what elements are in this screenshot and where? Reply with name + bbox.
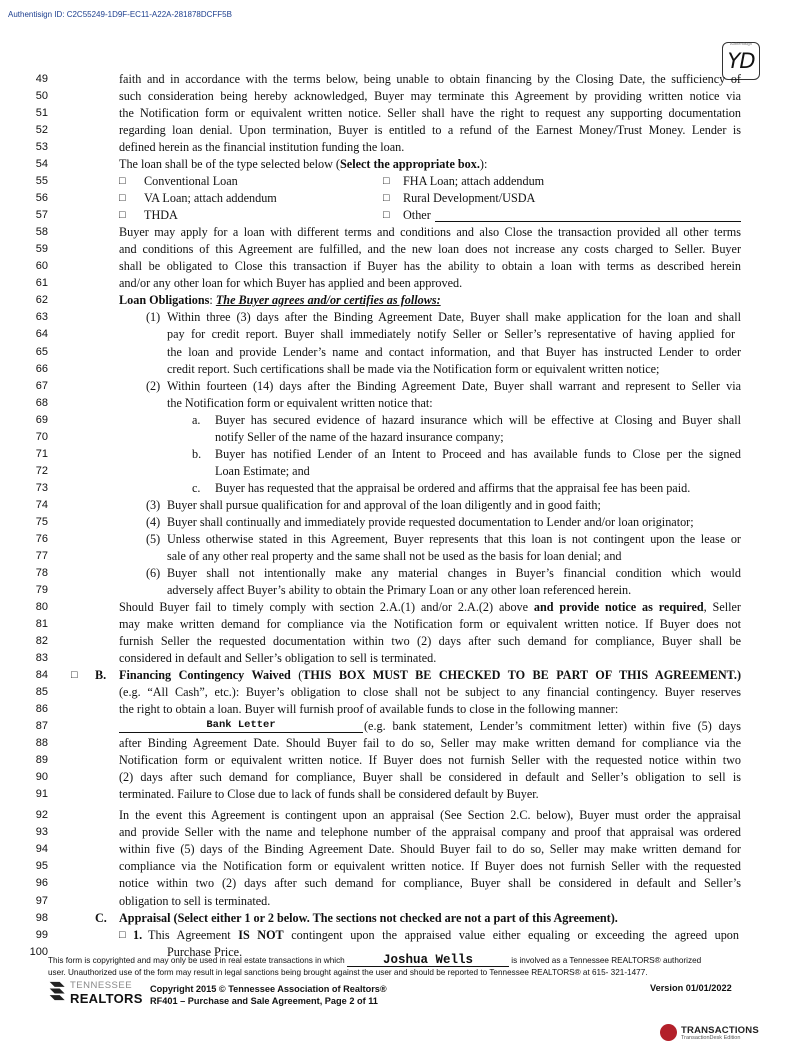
- line-text: and provide Seller with the name and telephone number of the appraisal company and proof that appraisal was ordered: [119, 825, 741, 840]
- line-text: faith and in accordance with the terms below, being unable to obtain financing by the Closing Date, the sufficiency of: [119, 72, 741, 86]
- line-text: regarding loan denial. Upon termination, Buyer is entitled to a refund of the Earnest Money/Trust Money. Lender is: [119, 123, 741, 138]
- line-text: such consideration being hereby acknowledged, Buyer may terminate this Agreement by providing written notice via: [119, 89, 741, 104]
- option-thda: THDA: [144, 208, 178, 223]
- option-fha-loan: FHA Loan; attach addendum: [403, 174, 545, 189]
- initials-label: Authentisign: [729, 41, 752, 46]
- line-68: 68 the Notification form or equivalent written notice that:: [0, 395, 811, 412]
- line-67: 67 (2) Within fourteen (14) days after the Binding Agreement Date, Buyer shall warrant and represent to Seller via: [0, 378, 811, 395]
- other-loan-field[interactable]: [435, 208, 741, 222]
- line-text: obligation to sell is terminated.: [119, 893, 271, 908]
- form-title: RF401 – Purchase and Sale Agreement, Page 2 of 11: [150, 996, 378, 1006]
- section-letter-b: B.: [95, 668, 107, 683]
- line-49: 49 faith and in accordance with the terms below, being unable to obtain financing by the Closing Date, the sufficiency of: [0, 71, 811, 88]
- line-text: notify Seller of the name of the hazard insurance company;: [215, 429, 504, 444]
- list-marker: (2): [146, 378, 161, 393]
- line-text: Buyer shall continually and immediately provide requested documentation to Lender and/or loan originator;: [167, 514, 694, 529]
- line-98: 98 C. Appraisal (Select either 1 or 2 below. The sections not checked are not a part of this Agreement).: [0, 910, 811, 927]
- line-69: 69 a. Buyer has secured evidence of hazard insurance which will be effective at Closing and Buyer shall: [0, 412, 811, 429]
- line-text: the right to obtain a loan. Buyer will furnish proof of available funds to close in the following manner:: [119, 702, 619, 717]
- copyright-notice: This form is copyrighted and may only be used in real estate transactions in which Joshua Wells is involved as a Tennessee REALTORS® authorized user. Unauthorized use of the form may result in legal sanctions being brought against the user and should be reported to Tennessee REALTORS® at 615- 321-1477.: [48, 953, 702, 977]
- line-60: 60 shall be obligated to Close this transaction if Buyer has the ability to obtain a loan with terms as described herein: [0, 258, 811, 275]
- line-text: shall be obligated to Close this transaction if Buyer has the ability to obtain a loan with terms as described herein: [119, 259, 741, 274]
- line-text: within five (5) days of the Binding Agreement Date. Should Buyer fail to do so, Seller may make written demand for: [119, 842, 741, 857]
- licensee-name-field[interactable]: Joshua Wells: [347, 955, 509, 967]
- line-text: the Notification form or equivalent written notice that:: [167, 395, 433, 410]
- transactiondesk-brand: TRANSACTIONS: [681, 1025, 759, 1036]
- list-marker: b.: [192, 446, 202, 461]
- line-74: 74 (3) Buyer shall pursue qualification for and approval of the loan diligently and in good faith;: [0, 497, 811, 514]
- appraisal-heading: Appraisal (Select either 1 or 2 below. The sections not checked are not a part of this Agreement).: [119, 910, 618, 925]
- list-marker: a.: [192, 412, 201, 427]
- line-97: 97 obligation to sell is terminated.: [0, 893, 811, 910]
- transactiondesk-logo-icon: [660, 1024, 677, 1041]
- option-other: Other: [403, 208, 431, 223]
- line-text: after Binding Agreement Date. Should Buyer fail to do so, Seller may make written demand for compliance via the: [119, 736, 741, 751]
- line-94: 94 within five (5) days of the Binding Agreement Date. Should Buyer fail to do so, Seller may make written demand for: [0, 841, 811, 858]
- line-61: 61 and/or any other loan for which Buyer has applied and been approved.: [0, 275, 811, 292]
- line-62: 62 Loan Obligations: The Buyer agrees and/or certifies as follows:: [0, 292, 811, 309]
- line-83: 83 considered in default and Seller’s obligation to sell is terminated.: [0, 650, 811, 667]
- option-conventional-loan: Conventional Loan: [144, 174, 238, 189]
- logo-text-realtors: REALTORS: [70, 991, 143, 1006]
- line-text: Notification form or equivalent written notice. If Buyer does not furnish Seller with the requested notice within two: [119, 753, 741, 768]
- line-text: and/or any other loan for which Buyer has applied and been approved.: [119, 276, 463, 291]
- option-number: 1.: [133, 927, 143, 942]
- line-57: 57 □ THDA □ Other: [0, 207, 811, 224]
- line-55: 55 □ Conventional Loan □ FHA Loan; attach addendum: [0, 173, 811, 190]
- line-text: Should Buyer fail to timely comply with section 2.A.(1) and/or 2.A.(2) above and provide notice as required, Seller: [119, 599, 741, 614]
- line-89: 89 Notification form or equivalent written notice. If Buyer does not furnish Seller with the requested notice within two: [0, 752, 811, 769]
- line-80: 80 Should Buyer fail to timely comply with section 2.A.(1) and/or 2.A.(2) above and provide notice as required, Seller: [0, 599, 811, 616]
- line-51: 51 the Notification form or equivalent written notice. Seller shall have the right to request any supporting documentation: [0, 105, 811, 122]
- checkbox-va-loan[interactable]: □: [119, 192, 126, 205]
- line-text: Within three (3) days after the Binding Agreement Date, Buyer shall make application for the loan and shall: [167, 310, 741, 325]
- line-59: 59 and conditions of this Agreement are fulfilled, and the new loan does not increase any costs charged to Seller. Buyer: [0, 241, 811, 258]
- line-100: 100 Purchase Price.: [0, 944, 811, 961]
- checkbox-financing-contingency-waived[interactable]: □: [71, 669, 78, 682]
- line-text: This Agreement IS NOT contingent upon the appraised value either equaling or exceeding the agreed upon: [148, 927, 739, 942]
- line-53: 53 defined herein as the financial institution funding the loan.: [0, 139, 811, 156]
- line-text: notice within two (2) days after such demand for compliance, Buyer shall be considered in default and Seller’s: [119, 876, 741, 891]
- line-text: In the event this Agreement is contingent upon an appraisal (See Section 2.C. below), Buyer must order the appraisal: [119, 808, 741, 823]
- line-78: 78 (6) Buyer shall not intentionally make any material changes in Buyer’s financial condition which would: [0, 565, 811, 582]
- line-72: 72 Loan Estimate; and: [0, 463, 811, 480]
- line-90: 90 (2) days after such demand for compliance, Buyer shall be considered in default and Seller’s obligation to sell is: [0, 769, 811, 786]
- loan-type-instruction: The loan shall be of the type selected below (Select the appropriate box.):: [119, 157, 488, 172]
- initials-signature: YD: [727, 49, 755, 73]
- line-82: 82 furnish Seller the requested documentation within two (2) days after such demand for compliance, Buyer shall be: [0, 633, 811, 650]
- list-marker: (6): [146, 565, 161, 580]
- line-text: Loan Estimate; and: [215, 463, 310, 478]
- document-body: [0, 71, 811, 961]
- line-text: (e.g. bank statement, Lender’s commitment letter) within five (5) days: [364, 719, 741, 734]
- line-95: 95 compliance via the Notification form or equivalent written notice. If Buyer does not furnish Seller with the requested: [0, 858, 811, 875]
- checkbox-other[interactable]: □: [383, 209, 390, 222]
- tennessee-realtors-logo-icon: [48, 978, 68, 1004]
- logo-text-tennessee: TENNESSEE: [70, 980, 133, 991]
- line-65: 65 the loan and provide Lender’s name and contact information, and that Buyer has instructed Lender to order: [0, 344, 811, 361]
- line-text: Unless otherwise stated in this Agreement, Buyer represents that this loan is not contingent upon the lease or: [167, 531, 741, 546]
- line-56: 56 □ VA Loan; attach addendum □ Rural Development/USDA: [0, 190, 811, 207]
- line-text: Buyer has notified Lender of an Intent to Proceed and has available funds to Close per the signed: [215, 446, 741, 461]
- line-75: 75 (4) Buyer shall continually and immediately provide requested documentation to Lender and/or loan originator;: [0, 514, 811, 531]
- checkbox-fha-loan[interactable]: □: [383, 175, 390, 188]
- line-54: 54 The loan shall be of the type selected below (Select the appropriate box.):: [0, 156, 811, 173]
- line-71: 71 b. Buyer has notified Lender of an Intent to Proceed and has available funds to Close per the signed: [0, 446, 811, 463]
- line-text: compliance via the Notification form or equivalent written notice. If Buyer does not furnish Seller with the requested: [119, 859, 741, 874]
- line-88: 88 after Binding Agreement Date. Should Buyer fail to do so, Seller may make written demand for compliance via the: [0, 735, 811, 752]
- loan-obligations-heading: Loan Obligations: The Buyer agrees and/or certifies as follows:: [119, 293, 441, 308]
- line-text: terminated. Failure to Close due to lack of funds shall be considered default by Buyer.: [119, 787, 539, 802]
- line-text: defined herein as the financial institution funding the loan.: [119, 140, 405, 155]
- line-text: Buyer shall pursue qualification for and approval of the loan diligently and in good faith;: [167, 497, 601, 512]
- line-81: 81 may make written demand for compliance via the Notification form or equivalent written notice. If Buyer does not: [0, 616, 811, 633]
- line-text: sale of any other real property and the same shall not be used as the basis for loan denial; and: [167, 548, 622, 563]
- transactiondesk-edition: TransactionDesk Edition: [681, 1035, 741, 1041]
- line-99: 99 □ 1. This Agreement IS NOT contingent upon the appraised value either equaling or exceeding the agreed upon: [0, 927, 811, 944]
- checkbox-thda[interactable]: □: [119, 209, 126, 222]
- line-text: Purchase Price.: [167, 944, 243, 959]
- line-85: 85 (e.g. “All Cash”, etc.): Buyer’s obligation to close shall not be subject to any financial contingency. Buyer reserves: [0, 684, 811, 701]
- line-92: 92 In the event this Agreement is contingent upon an appraisal (See Section 2.C. below), Buyer must order the appraisal: [0, 807, 811, 824]
- line-93: 93 and provide Seller with the name and telephone number of the appraisal company and proof that appraisal was ordered: [0, 824, 811, 841]
- form-version: Version 01/01/2022: [650, 983, 732, 993]
- list-marker: (3): [146, 497, 161, 512]
- checkbox-rural-development[interactable]: □: [383, 192, 390, 205]
- checkbox-conventional-loan[interactable]: □: [119, 175, 126, 188]
- line-text: Within fourteen (14) days after the Binding Agreement Date, Buyer shall warrant and represent to Seller via: [167, 378, 741, 393]
- line-84: 84 □ B. Financing Contingency Waived (THIS BOX MUST BE CHECKED TO BE PART OF THIS AGREEMENT.): [0, 667, 811, 684]
- line-52: 52 regarding loan denial. Upon termination, Buyer is entitled to a refund of the Earnest Money/Trust Money. Lender is: [0, 122, 811, 139]
- form-copyright: Copyright 2015 © Tennessee Association of Realtors® RF401 – Purchase and Sale Agreement, Page 2 of 11: [150, 984, 387, 1006]
- line-87: 87 Bank Letter (e.g. bank statement, Lender’s commitment letter) within five (5) days: [0, 718, 811, 735]
- line-76: 76 (5) Unless otherwise stated in this Agreement, Buyer represents that this loan is not contingent upon the lease or: [0, 531, 811, 548]
- line-58: 58 Buyer may apply for a loan with different terms and conditions and also Close the transaction provided all other terms: [0, 224, 811, 241]
- line-text: furnish Seller the requested documentation within two (2) days after such demand for compliance, Buyer shall be: [119, 634, 741, 649]
- line-text: Buyer shall not intentionally make any material changes in Buyer’s financial condition which would: [167, 565, 741, 580]
- line-text: the loan and provide Lender’s name and contact information, and that Buyer has instructed Lender to order: [167, 344, 741, 359]
- line-text: adversely affect Buyer’s ability to obtain the Primary Loan or any other loan referenced herein.: [167, 582, 632, 597]
- section-letter-c: C.: [95, 910, 107, 925]
- line-text: Buyer has secured evidence of hazard insurance which will be effective at Closing and Buyer shall: [215, 412, 741, 427]
- checkbox-appraisal-not-contingent[interactable]: □: [119, 928, 126, 941]
- line-91: 91 terminated. Failure to Close due to lack of funds shall be considered default by Buyer.: [0, 786, 811, 803]
- line-79: 79 adversely affect Buyer’s ability to obtain the Primary Loan or any other loan referenced herein.: [0, 582, 811, 599]
- line-96: 96 notice within two (2) days after such demand for compliance, Buyer shall be considered in default and Seller’s: [0, 875, 811, 892]
- line-text: Buyer has requested that the appraisal be ordered and affirms that the appraisal fee has been paid.: [215, 480, 691, 495]
- line-66: 66 credit report. Such certifications shall be made via the Notification form or equivalent written notice;: [0, 361, 811, 378]
- financing-waived-heading: Financing Contingency Waived (THIS BOX MUST BE CHECKED TO BE PART OF THIS AGREEMENT.): [119, 668, 741, 683]
- line-text: pay for credit report. Buyer shall immediately notify Seller or Seller’s representative of having applied for: [167, 327, 735, 342]
- line-text: and conditions of this Agreement are fulfilled, and the new loan does not increase any costs charged to Seller. Buyer: [119, 242, 741, 257]
- line-73: 73 c. Buyer has requested that the appraisal be ordered and affirms that the appraisal fee has been paid.: [0, 480, 811, 497]
- line-text: may make written demand for compliance via the Notification form or equivalent written notice. If Buyer does not: [119, 617, 741, 631]
- line-text: the Notification form or equivalent written notice. Seller shall have the right to request any supporting documentation: [119, 106, 741, 121]
- proof-of-funds-field[interactable]: Bank Letter: [119, 719, 363, 733]
- line-text: Buyer may apply for a loan with different terms and conditions and also Close the transaction provided all other terms: [119, 225, 741, 240]
- list-marker: (5): [146, 531, 161, 546]
- line-text: credit report. Such certifications shall be made via the Notification form or equivalent written notice;: [167, 361, 660, 376]
- line-86: 86 the right to obtain a loan. Buyer will furnish proof of available funds to close in the following manner:: [0, 701, 811, 718]
- list-marker: (4): [146, 514, 161, 529]
- line-63: 63 (1) Within three (3) days after the Binding Agreement Date, Buyer shall make application for the loan and shall: [0, 309, 811, 326]
- line-77: 77 sale of any other real property and the same shall not be used as the basis for loan denial; and: [0, 548, 811, 565]
- option-va-loan: VA Loan; attach addendum: [144, 191, 277, 206]
- list-marker: (1): [146, 310, 161, 325]
- line-text: (2) days after such demand for compliance, Buyer shall be considered in default and Seller’s obligation to sell is: [119, 770, 741, 785]
- line-50: 50 such consideration being hereby acknowledged, Buyer may terminate this Agreement by providing written notice via: [0, 88, 811, 105]
- line-text: considered in default and Seller’s obligation to sell is terminated.: [119, 651, 437, 666]
- line-text: (e.g. “All Cash”, etc.): Buyer’s obligation to close shall not be subject to any financial contingency. Buyer reserves: [119, 685, 741, 700]
- list-marker: c.: [192, 480, 201, 495]
- line-64: 64 pay for credit report. Buyer shall immediately notify Seller or Seller’s representative of having applied for: [0, 326, 811, 343]
- option-rural-development: Rural Development/USDA: [403, 191, 536, 206]
- authentisign-id: Authentisign ID: C2C55249-1D9F-EC11-A22A-281878DCFF5B: [8, 10, 232, 19]
- line-70: 70 notify Seller of the name of the hazard insurance company;: [0, 429, 811, 446]
